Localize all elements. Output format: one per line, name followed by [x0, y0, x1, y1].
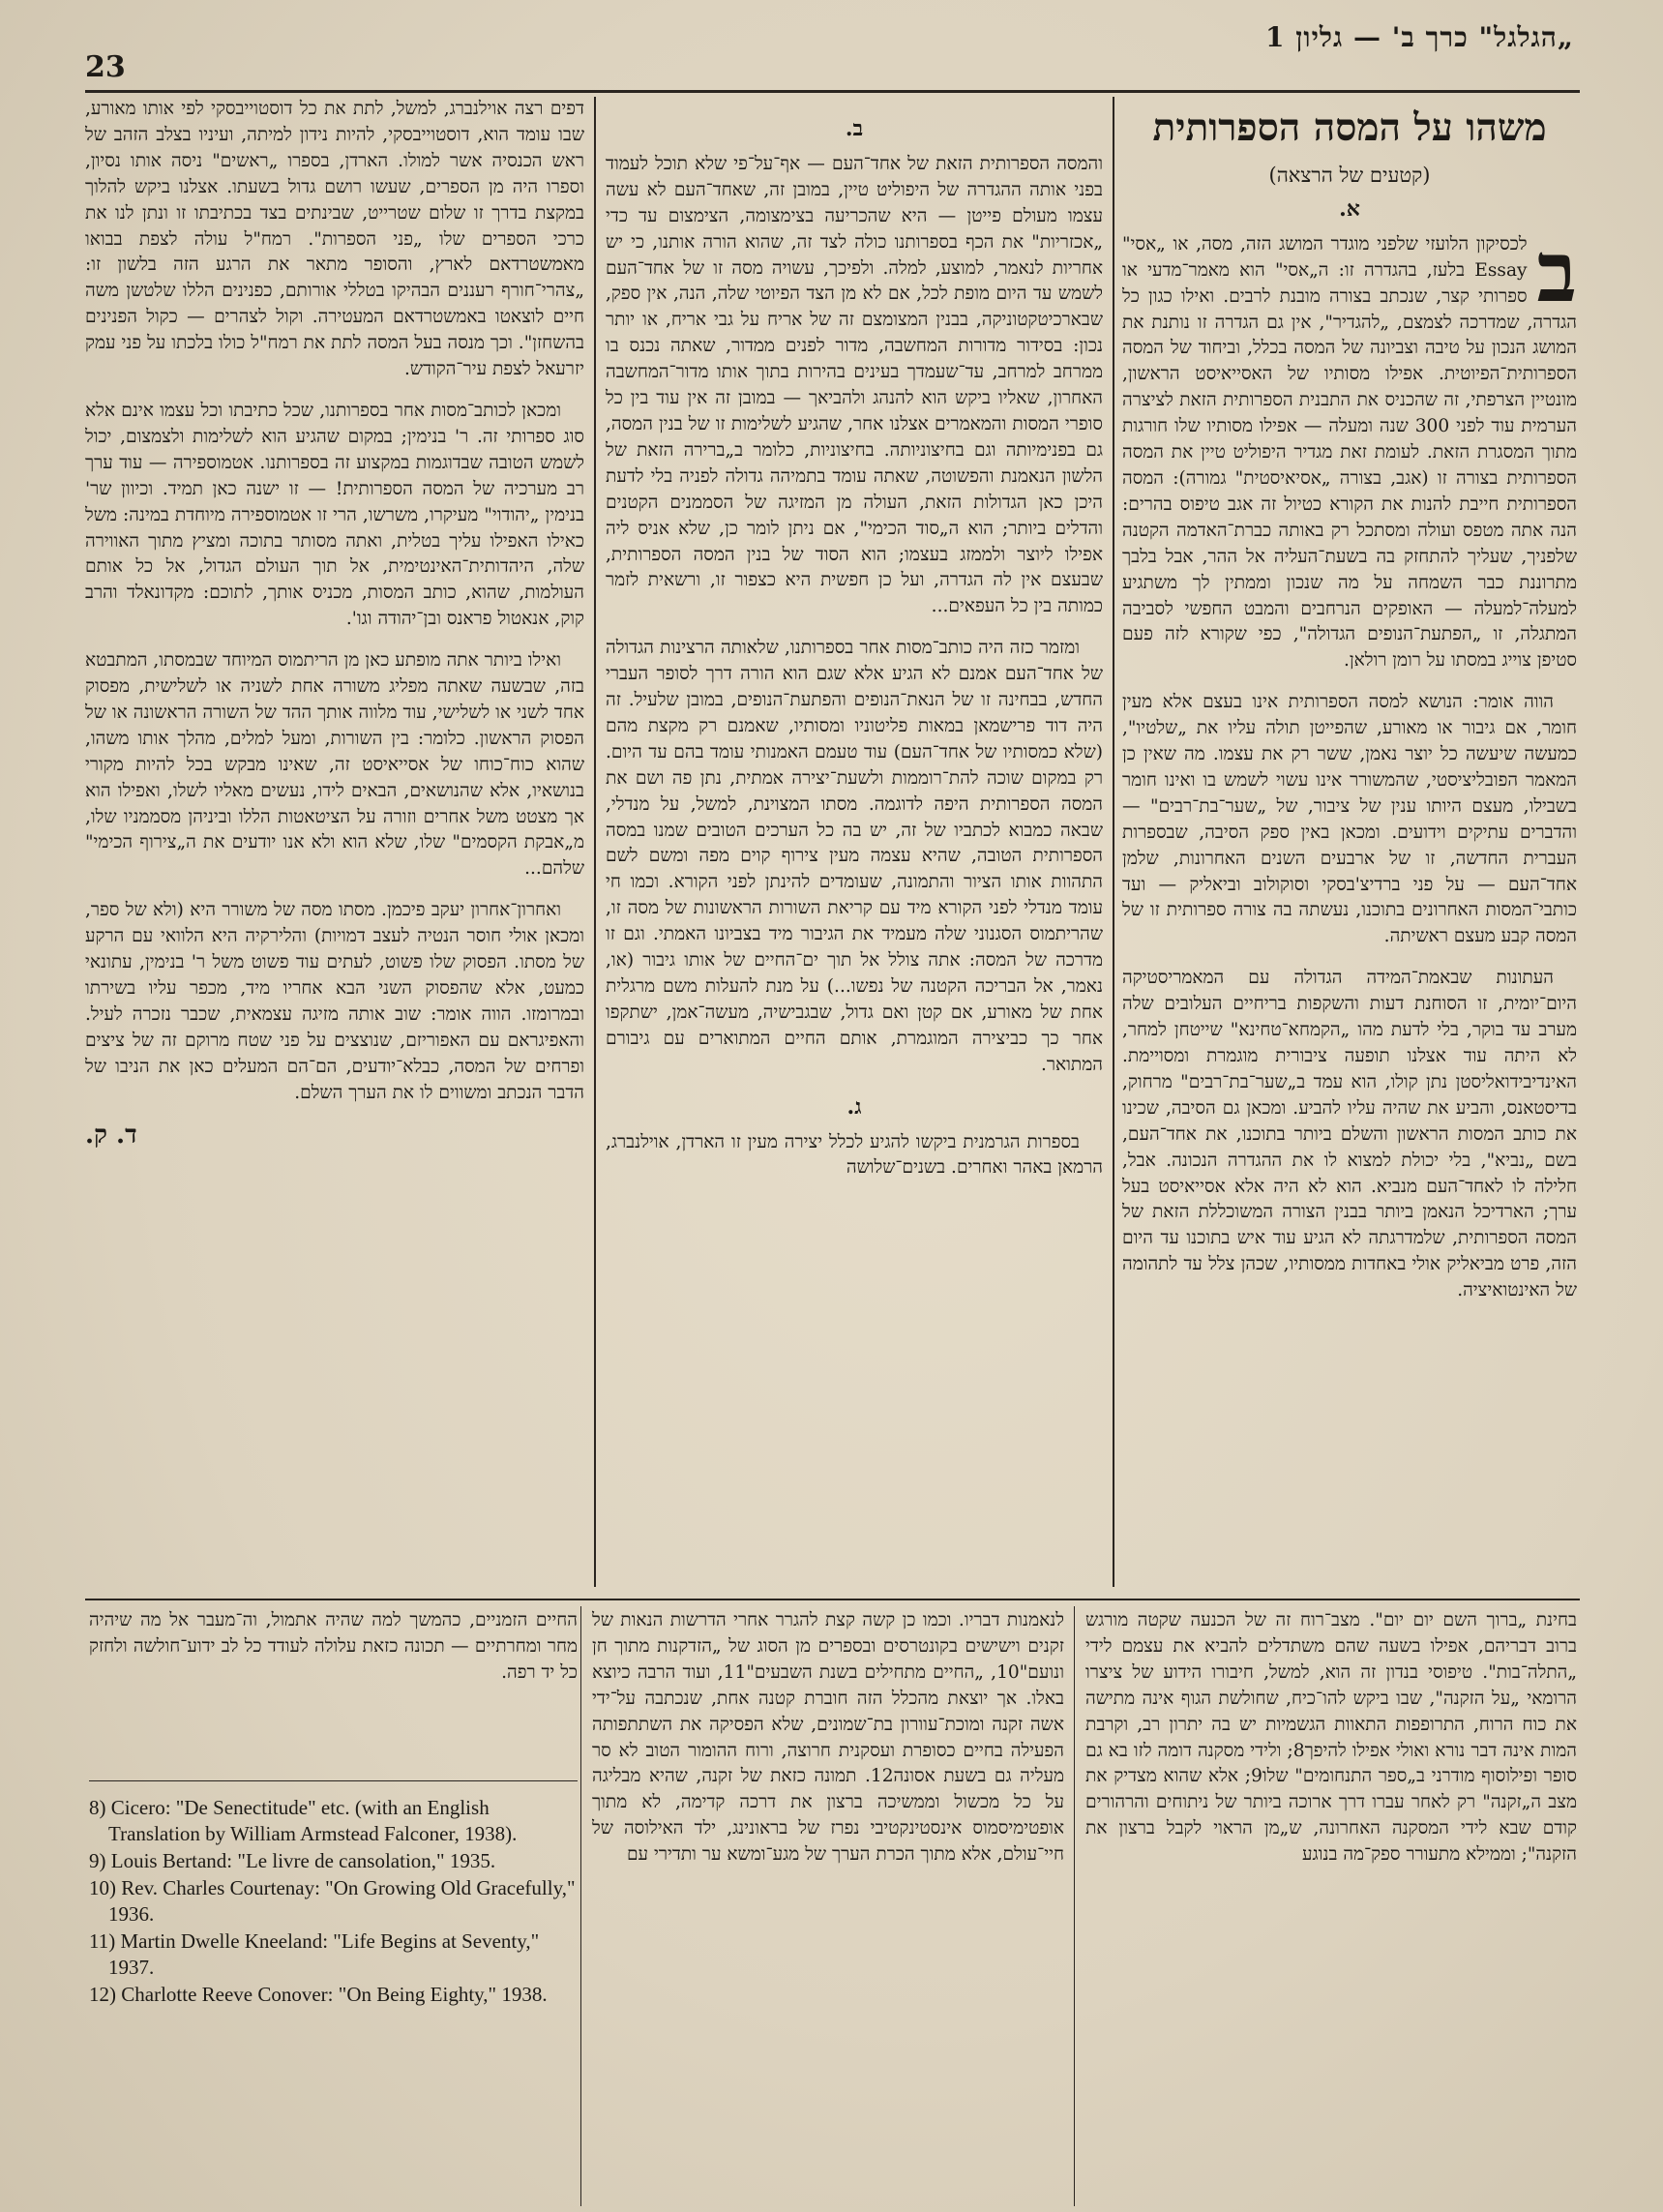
section-mark-c: ג.: [846, 1093, 862, 1120]
footnote-item: 12) Charlotte Reeve Conover: "On Being Eighty," 1938.: [89, 1983, 548, 2006]
article-paragraph: העתונות שבאמת־המידה הגדולה עם המאמריסטיקה היום־יומית, זו הסוחנת דעות והשקפות בריחיים העלובים שלה מערב עד בוקר, בלי לדעת מהו „הקמחא־טחינא" שייטחן למחר, לא היתה עוד אצלנו תופעה ציבורית מוגמרת ומסויימת. האינדיבידואליסטן נתן קולו, הוא עמד ב„שער־בת־רבים" מרחוק, בדיסטאנס, והביע את שהיה עליו להביע. ומכאן גם הסיבה, שכינו את כותב המסות הראשון והשלם ביותר בתוכנו, את אחד־העם, בשם „נביא", בלי יכולת למצוא לו את ההגדרה הנכונה. אבל, חלילה לו לאחד־העם מנביא. הוא לא היה אלא אסייאיסט בעל ערך; הארדיכל הנאמן ביותר בבנין הצורה המשוכללת הזאת של המסה הספרותית, שלמדרגתה לא הגיע עוד איש בתוכנו עד היום הזה, פרט מביאליק אולי באחדות ממסותיו, שכהן צלל עד לתהומה של האינטואיציה.: [1122, 968, 1577, 1301]
article-paragraph: ואחרון־אחרון יעקב פיכמן. מסתו מסה של משורר היא (ולא של ספר, ומכאן אולי חוסר הנטיה לעצב דמויות) והלירקיה היא הלוואי עם הרקע של מסתו. הפסוק שלו פשוט, לעתים עוד פשוט משל ר' בנימין, עתונאי כמעט, אלא שהפסוק השני הבא אחריו מיד, מכפר עליו בשירתו ובמרומזו. הווה אומר: שוב אותה מזיגה עצמאית, שכבר נזכרה לעיל. והאפיגראם עם האפוריזם, שנוצצים על פני שטח מרוקם זה של ציצים ופרחים של המסה, כבלא־יודעים, הם־הם המעלים כאן את הניבו של הדבר הנכתב ומשווים לו את הערך השלם.: [85, 900, 584, 1103]
article-title: משהו על המסה הספרותית: [1152, 105, 1547, 150]
footnotes-list: [89, 1795, 582, 2009]
running-head: „הגלגל" כרך ב' — גליון 1: [1265, 21, 1574, 53]
article-paragraph: לכסיקון הלועזי שלפני מוגדר המושג הזה, מסה, או „אסי" Essay בלעז, בהגדרה זו: ה„אסי" הוא מאמר־מדעי או ספרותי קצר, שנכתב בצורה מובנת לרבים. ואילו כגון כל הגדרה, שמדרכה לצמצם, „להגדיר", אין גם הגדרה זו נותנת את המושג הנכון על טיבה וצביונה של המסה בכלל, וביחוד של המסה הספרותית־הפיוטית. אפילו מסותיו של האסייאיסט הראשון, מונטיין הצרפתי, זה שהכניס את התבנית הספרותית הזאת לציצרה הערמית עוד לפני 300 שנה ומעלה — אפילו מסותיו שלו חורגות מתוך המסגרת הזאת. לעומת זאת מגדיר היפוליט טיין את המסה הספרותית בצורה זו (אגב, בצורה „אסיאיסטית" גמורה): המסה הספרותית חייבת להנות את הקורא כטיול זה אגב טיפוס בהרים: הנה אתה מטפס ועולה ומסתכל רק באותה כברת־האדמה הקטנה שלפניך, שעליך להתחזק בה בשעת־העליה אל ההר, אבל בלבך מתרוננת כבר השמחה על מה שנכון וממתין לך משתגיע למעלה־למעלה — האופקים הנרחבים והמבט החפשי לסביבה המתגלה, זו „הפתעת־הנופים הגדולה", כפי שקורא לזה פעם סטיפן צוייג במסתו על רומן רולאן.: [1122, 233, 1577, 672]
column-divider-right: [1113, 97, 1114, 1587]
drop-cap-letter: ב: [1536, 223, 1577, 321]
article-paragraph: הווה אומר: הנושא למסה הספרותית אינו בעצם אלא מעין חומר, אם גיבור או מאורע, שהפייטן תולה עליו את „שלטיו", כמעשה שיעשה כל יוצר נאמן, ששר רק את עצמו. מה שאין כן המאמר הפובליציסטי, שהמשורר אינו עשוי לשמש בו ואינו חומר בשבילו, מעצם היותו ענין של ציבור, של „שער־בת־רבים" — והדברים עתיקים וידועים. ומכאן באין ספק הסיבה, שבספרות העברית החדשה, זו של ארבעים השנים האחרונות, שלמן אחד־העם — על פני ברדיצ'בסקי וסוקולוב וביאליק — ועד כותבי־המסות האחרונים בתוכנו, נעשתה בה צורה ספרותית זו של המסה קבע מעצם ראשיתה.: [1122, 692, 1577, 947]
lower-paragraph: בחינת „ברוך השם יום יום". מצב־רוח זה של הכנעה שקטה מורגש ברוב דבריהם, אפילו בשעה שהם משתדלים להביא את עצמם לידי „התלה־בות". טיפוסי בנדון זה הוא, למשל, חיבורו הידוע של ציצרו הרומאי „על הזקנה", שבו ביקש להו־כיח, שחולשת הגוף אינה מתישה את כוח הרוח, התרופפות התאוות הגשמיות יש בה יתרון רב, וקרבת המות אינה דבר נורא ואולי אפילו להיפך8; ולידי מסקנה דומה לזו בא גם סופר ופילוסוף מודרני ב„ספר התנחומים" שלו9; אלא שהוא מצדיק את מצב ה„זקנה" רק לאחר עברו דרך ארוכה ביותר של ניתוחים והרהורים קודם שבא לידי המסקנה האחרונה, ש„מן הראוי לקבל ברצון את הזקנה"; וממילא מתעורר ספק־מה בנוגע: [1085, 1610, 1577, 1866]
column-divider-left: [594, 97, 596, 1587]
article-subtitle: (קטעים של הרצאה): [1268, 164, 1431, 187]
article-paragraph: בספרות הגרמנית ביקשו להגיע לכלל יצירה מעין זו הארדן, אוילנברג, הרמאן באהר ואחרים. בשנים־שלושה: [606, 1131, 1103, 1179]
footnote-rule: [89, 1780, 578, 1781]
article-paragraph: ומזמר כזה היה כותב־מסות אחר בספרותנו, שלאותה הרצינות הגדולה של אחד־העם אמנם לא הגיע אלא שגם הוא הורה דרך לסופר העברי החדש, בבחינה זו של הנאת־הנופים והפתעת־הנופים, במובן שלעיל. זה היה דוד פרישמאן במאות פליטוניו ומסותיו, שאמנם רק מקצת מהם (שלא כמסותיו של אחד־העם) עוד טעמם האמנותי עומד בהם עד היום. רק במקום שוכה להת־רוממות ולשעת־יצירה אמתית, נתן פה ושם את המסה הספרותית היפה לדוגמה. מסתו המצוינת, למשל, על מנדלי, שבאה כמבוא לכתביו של זה, יש בה כל הערכים הטובים שמנו במסה הספרותית הטובה, שהיא עצמה מעין צירוף קוים מפה ומשם לשם התהוות אותו הציור והתמונה, שעומדים להינתן לפני הקורא. וכמו חי עומד מנדלי לפני הקורא מיד עם קריאת השורות הראשונות של מסה זו, שהריתמוס הסגנוני שלה מעמיד את הגיבור מיד בצביונו האמתי. וגם זו מדרכה של המסה: אתה צולל אל תוך ים־החיים של אותו גיבור (או, נאמר, אל הבריכה הקטנה של נפשו...) על מנת להעלות משם מרגלית אחת של מאורע, אם קטן ואם גדול, שבגבישיה, מעשה־אמן, ישתקפו אחר כך כביצירה המוגמרת, אותם החיים המתוארים עם גיבורם המתואר.: [606, 638, 1103, 1075]
lower-column-middle: [592, 1608, 1064, 2200]
article-column-middle: [606, 97, 1103, 1587]
footnote-item: 8) Cicero: "De Senectitude" etc. (with an English Translation by William Armstead Falconer, 1938).: [89, 1796, 518, 1845]
section-mark-b: ב.: [845, 116, 864, 141]
footnote-item: 9) Louis Bertand: "Le livre de cansolation," 1935.: [89, 1849, 496, 1872]
article-paragraph: ואילו ביותר אתה מופתע כאן מן הריתמוס המיוחד שבמסתו, המתבטא בזה, שבשעה שאתה מפליג משורה אחת לשניה או לשלישית, מפסוק אחד לשני או לשלישי, עוד מלווה אותך ההד של השורה הראשונה או של הפסוק הראשון. כלומר: בין השורות, ומעל למלים, מהלך אותו משהו, שהוא כוח־כוחו של אסייאיסט זה, שאינו מבקש בכל להיות מקורי בנושאיו, אלא שהנושאים, הבאים לידו, נעשים מאליו לשלו, ואפילו הוא אך מצטט משל אחרים וזורה על הציטאטות הללו וביניהן מסממניו שלו, מ„אבקת הקסמים" שלו, שלא הוא ולא אנו יודעים את ה„צירוף הכימי" שלהם...: [85, 650, 584, 880]
lower-divider-right: [1074, 1606, 1075, 2206]
footnote-item: 11) Martin Dwelle Kneeland: "Life Begins at Seventy," 1937.: [89, 1929, 540, 1979]
lower-column-right: [1085, 1608, 1577, 2200]
article-paragraph: ומכאן לכותב־מסות אחר בספרותנו, שכל כתיבתו וכל עצמו אינם אלא סוג ספרותי זה. ר' בנימין; במקום שהגיע הוא לשלימות ולצמצום, יכול לשמש הטובה שבדוגמות במקצוע זה בספרותנו. אטמוספירה — עוד ערך רב מערכיה של המסה הספרותית! — זו ישנה כאן תמיד. וכיוון שר' בנימין „יהודוי" מעיקרו, משרשו, הרי זו אטמוספירה מיוחדת במינה: משל כאילו האפילו עליך בטלית, ואתה מסותר בתוכה ומציץ מתוך האווירה שלה, היהדותית־האינטימית, אל תוך העולם הגדול, אל כל אותם העולמות, שהוא, כותב המסות, מכניס אותך, לתוכם: מקדונאלד והרב קוק, אנאטול פראנס ובן־יהודה וגו'.: [85, 400, 584, 630]
lower-paragraph: לנאמנות דבריו. וכמו כן קשה קצת להגרר אחרי הדרשות הנאות של זקנים וישישים בקונטרסים ובספרים מן הסוג של „הזדקנות מתוך חן ונועם"10, „החיים מתחילים בשנת השבעים"11, ועוד הרבה כיוצא באלו. אך יוצאת מהכלל הזה חוברת קטנה אחת, שנכתבה על־ידי אשה זקנה ומוכת־עוורון בת־שמונים, שלא הפסיקה את השתתפותה הפעילה בחיים כסופרת ועסקנית חרוצה, ורוח ההומור הטוב לא סר מעליה גם בשעת אסונה12. תמונה כזאת של זקנה, שהיא מבליגה על כל מכשול וממשיכה ברצון את דרכה קדימה, לא מתוך אופטימיסמוס אינסטינקטיבי נפרז של בראונינג, ילד האילוסה של חיי־עולם, אלא מתוך הכרת הערך של מגע־ומשא ער ותדירי עם: [592, 1610, 1064, 1866]
section-divider-rule: [85, 1599, 1580, 1600]
page-number: 23: [85, 50, 126, 84]
section-mark-a: א.: [1339, 195, 1360, 222]
article-column-left: [85, 97, 584, 1587]
article-paragraph: דפים רצה אוילנברג, למשל, לתת את כל דוסטוייבסקי לפי אותו מאורע, שבו עומד הוא, דוסטוייבסקי, להיות נידון למיתה, ועיניו בצלב הזהב של ראש הכנסיה אשר למולו. הארדן, בספרו „ראשים" ניסה אותו נסיון, וספרו היה מן הספרים, שעשו רושם גדול בשעתו. אצלנו ביקש להלוך במקצת בדרך זו שלום שטרייט, שבינתים בצד בכתיבתו זו ונתן לנו את כרכי הספרים שלו „פני הספרות". רמח"ל עולה לצפת בבואו מאמשטרדאם לארץ, והסופר מתאר את הרגע הזה בלשון זו: „צהרי־חורף רעננים הבהיקו בטללי אורותם, כפנינים הללו שלטשן משה חיים לוצאטו באמשטרדאם המעטירה. וקול לצהרים — כקול הפנינים בהשחזן". וכך מנסה בעל המסה לתת את רמח"ל כולו בלכתו על פני עמק יזרעאל לצפת עיר־הקודש.: [85, 99, 584, 380]
article-paragraph: והמסה הספרותית הזאת של אחד־העם — אף־על־פי שלא תוכל לעמוד בפני אותה ההגדרה של היפוליט טיין, במובן זה, שאחד־העם לא עשה עצמו מעולם פייטן — היא שהכריעה בצימצומה, הצימצום עד כדי „אכזריות" את הכף בספרותנו כולה לצד זה, שהוא הורה אותנו, כי יש אחריות לנאמר, למוצע, למלה. ולפיכך, עשויה מסה זו של אחד־העם לשמש עד היום מופת לכל, אם לא מן הצד הפיוטי שלה, הנה, אין ספק, שבארכיטקטוניקה, בבנין המצומצם זה של אריח על גבי אריח, או יותר נכון: בסידור מדורות המחשבה, מדור לפנים ממדור, שאתה נכנס בו ממרחב למרחב, עד־שעמדך בעינים בהירות בתוך אותו מדור־המחשבה האחרון, שאליו ביקש הוא להנהג ולהביאך — במובן זה אין עוד בין כל סופרי המסות והמאמרים אצלנו אחר, שהגיע לשלימות זו של בנין המסה, גם בפנימיותה וגם בחיצוניותה. בחיצוניות, כלומר ב„ברירה הזאת של הלשון הנאמנת והפשוטה, שאתה עומד בתמיהה גדולה לפניה בלי לדעת היכן כאן הגדולות הזאת, העולה מן המזיגה של הסממנים הקטנים והדלים ביותר; הוא ה„סוד הכימי", אם ניתן לומר כן, שלא אניס ליה אפילו ליוצר ולממזג בעצמו; הוא הסוד של בנין המסה הספרותית, שבעצם אין לה הגדרה, ועל כן חפשית היא כצפור זו, ורשאית לזמר כמותה בין כל העפאים...: [606, 153, 1103, 617]
footnote-item: 10) Rev. Charles Courtenay: "On Growing Old Gracefully," 1936.: [89, 1876, 576, 1926]
lower-column-left: [89, 1608, 578, 1773]
author-signature: ד. ק.: [85, 1120, 137, 1150]
article-column-right: [1122, 97, 1577, 1587]
header-rule: [85, 90, 1580, 93]
lower-paragraph: החיים הזמניים, כהמשך למה שהיה אתמול, וה־מעבר אל מה שיהיה מחר ומחרתיים — תכונה כזאת עלולה לעודד כל לב ידוע־חולשה ולחזק כל יד רפה.: [89, 1610, 578, 1683]
